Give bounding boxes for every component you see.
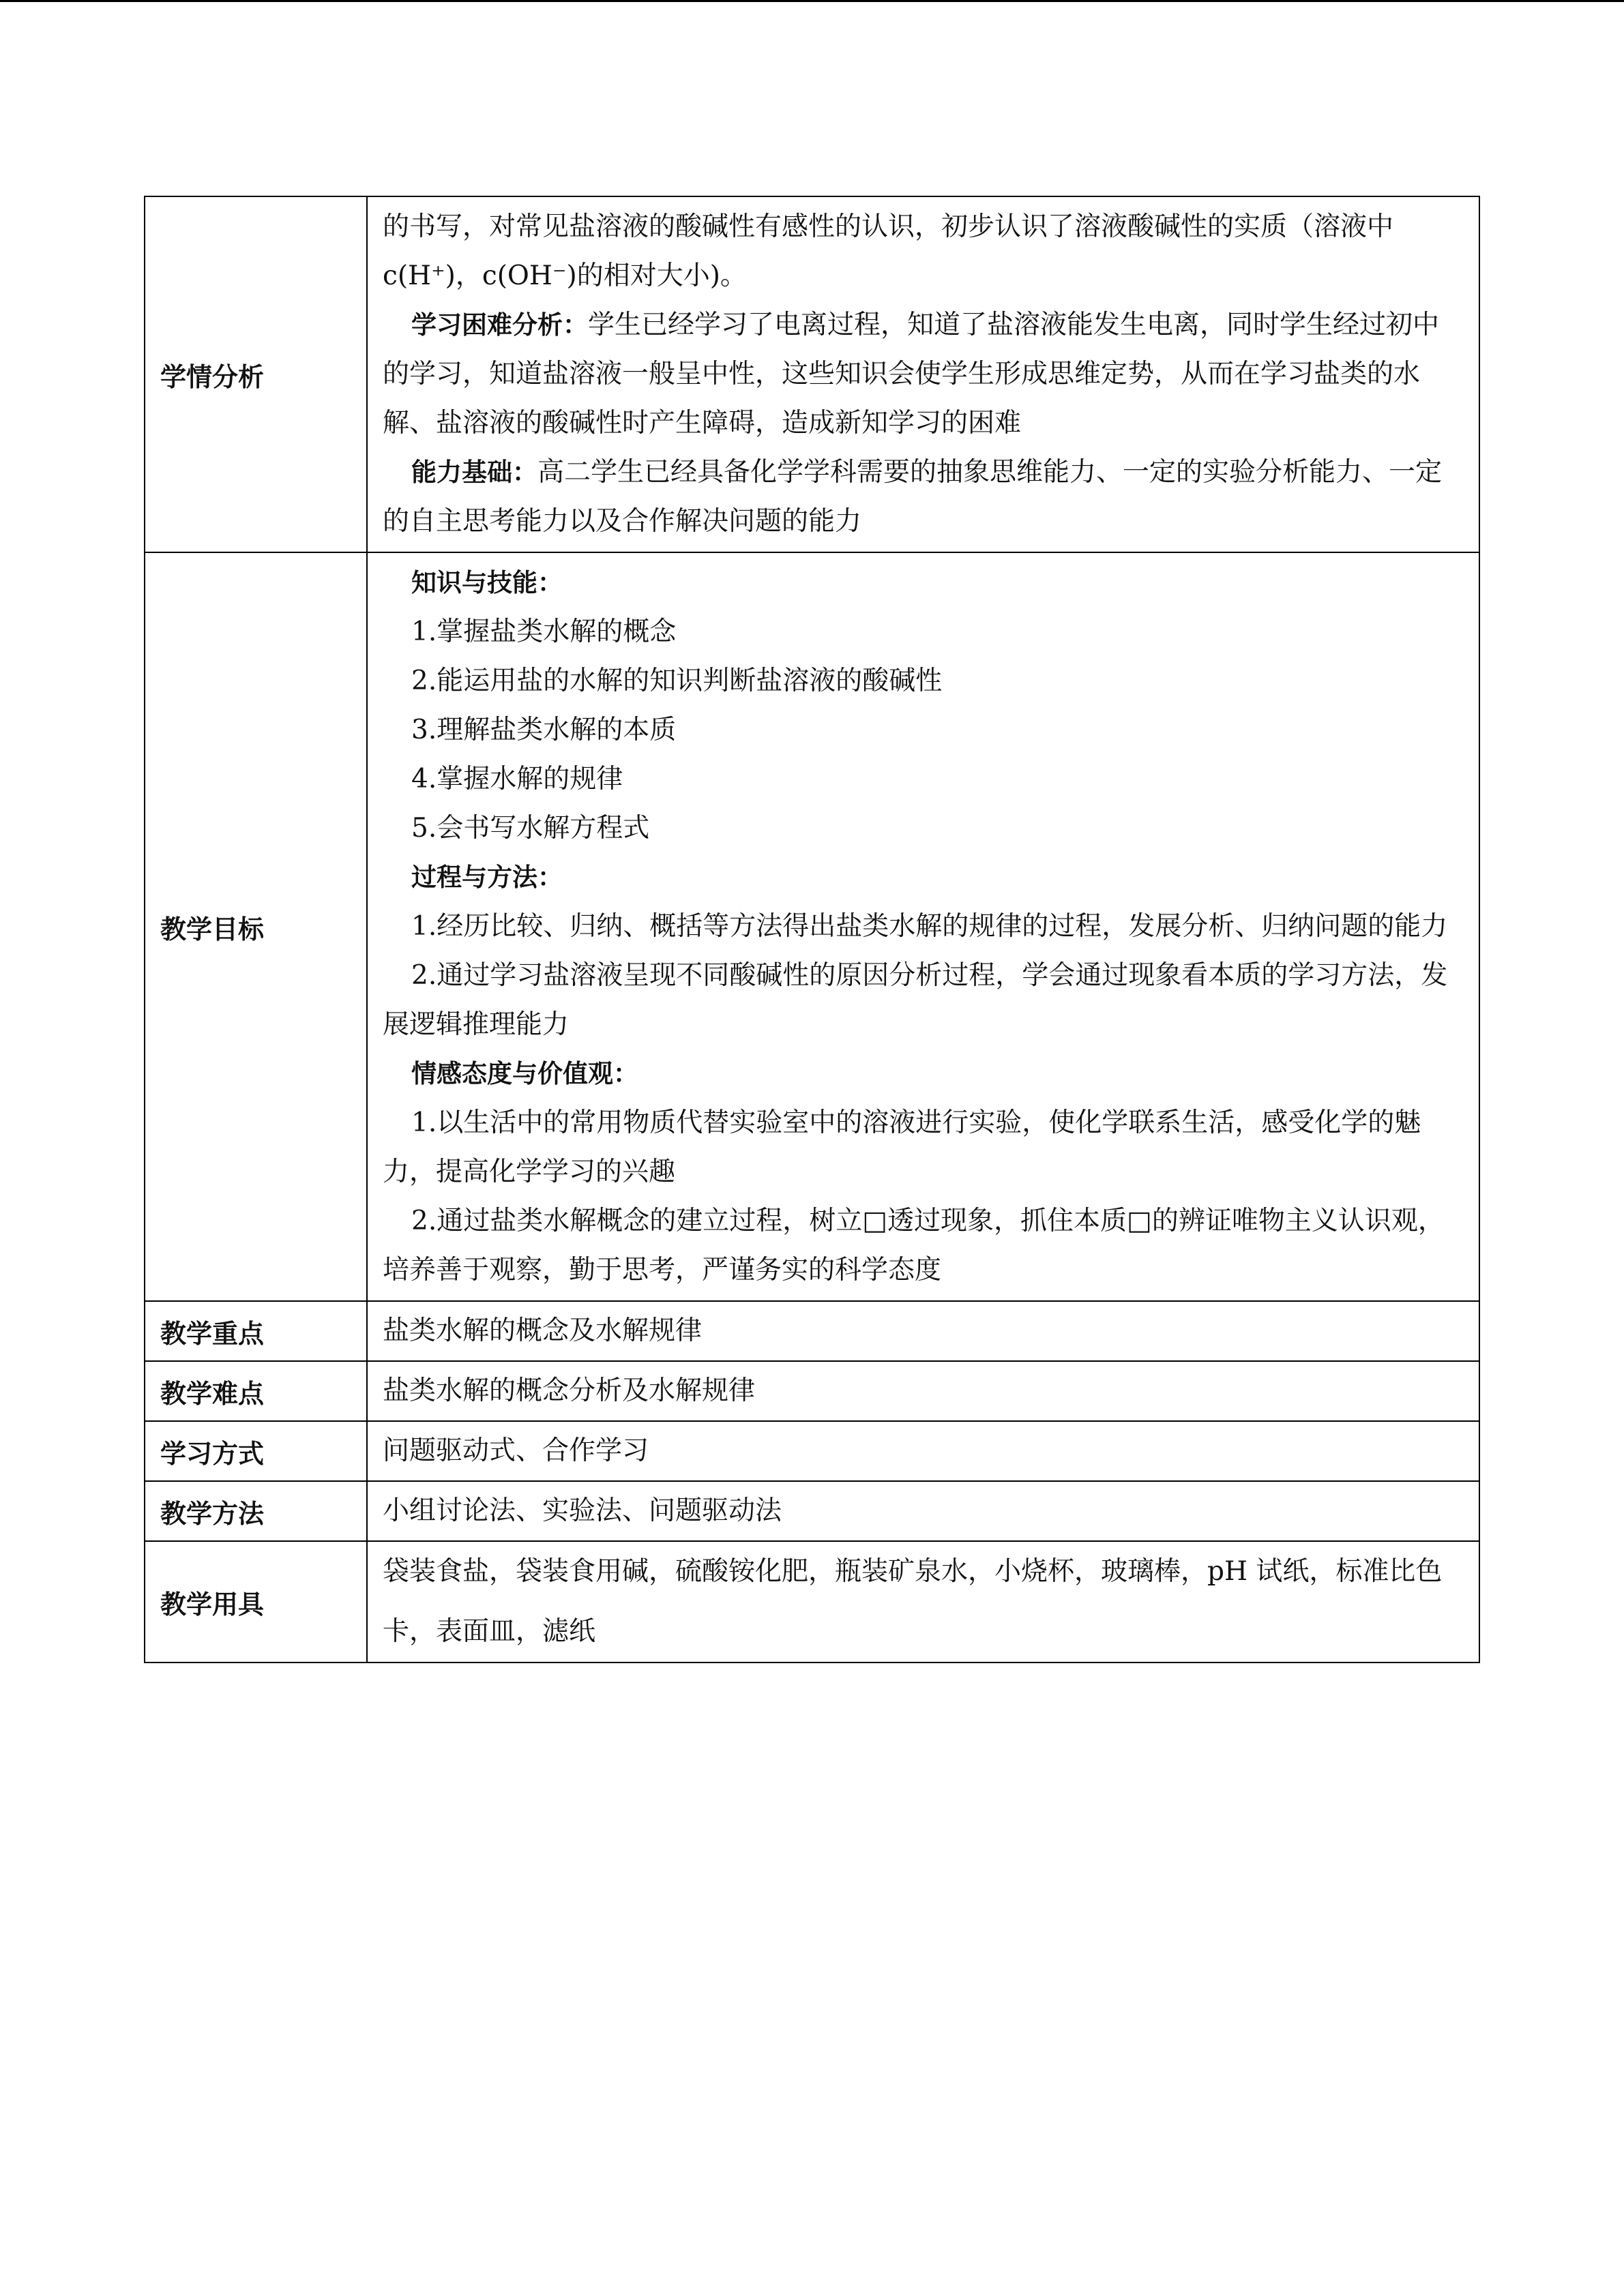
learning-mode-label: 学习方式 — [145, 1421, 367, 1481]
ability-title: 能力基础： — [411, 458, 537, 487]
tools-row — [145, 1541, 1479, 1663]
teaching-method-label: 教学方法 — [145, 1481, 367, 1541]
process-item: 2.通过学习盐溶液呈现不同酸碱性的原因分析过程，学会通过现象看本质的学习方法，发展逻辑推理能力 — [383, 960, 1448, 1040]
analysis-content — [367, 196, 1479, 552]
analysis-label: 学情分析 — [145, 196, 367, 552]
key-points-text: 盐类水解的概念及水解规律 — [367, 1301, 1479, 1361]
learning-mode-row — [145, 1421, 1479, 1481]
page-top-border — [0, 0, 1624, 2]
goals-content — [367, 552, 1479, 1301]
lesson-plan-table — [144, 196, 1480, 1663]
emotion-item: 1.以生活中的常用物质代替实验室中的溶液进行实验，使化学联系生活，感受化学的魅力，提高化学学习的兴趣 — [383, 1107, 1421, 1187]
analysis-intro-line2: c(H⁺)，c(OH⁻)的相对大小)。 — [383, 260, 747, 291]
difficulty-text: 学生已经学习了电离过程，知道了盐溶液能发生电离，同时学生经过初中的学习，知道盐溶液一般呈中性，这些知识会使学生形成思维定势，从而在学习盐类的水解、盐溶液的酸碱性时产生障碍，造成新知学习的困难 — [383, 310, 1440, 438]
knowledge-item: 1.掌握盐类水解的概念 — [411, 616, 677, 647]
tools-label: 教学用具 — [145, 1541, 367, 1663]
difficulty-title: 学习困难分析： — [411, 310, 588, 340]
process-item: 1.经历比较、归纳、概括等方法得出盐类水解的规律的过程，发展分析、归纳问题的能力 — [411, 911, 1448, 942]
emotion-title: 情感态度与价值观： — [411, 1059, 638, 1088]
ability-paragraph — [383, 448, 1453, 546]
teaching-method-text: 小组讨论法、实验法、问题驱动法 — [367, 1481, 1479, 1541]
knowledge-title: 知识与技能： — [411, 568, 563, 597]
knowledge-item: 4.掌握水解的规律 — [411, 764, 623, 794]
key-points-row — [145, 1301, 1479, 1361]
knowledge-item: 3.理解盐类水解的本质 — [411, 715, 677, 745]
process-title: 过程与方法： — [411, 863, 563, 892]
analysis-row — [145, 196, 1479, 552]
teaching-method-row — [145, 1481, 1479, 1541]
ability-text: 高二学生已经具备化学学科需要的抽象思维能力、一定的实验分析能力、一定的自主思考能力以及合作解决问题的能力 — [383, 457, 1443, 537]
goals-label: 教学目标 — [145, 552, 367, 1301]
difficulties-label: 教学难点 — [145, 1361, 367, 1421]
difficulties-row — [145, 1361, 1479, 1421]
difficulty-paragraph — [383, 301, 1453, 448]
analysis-intro-line1: 的书写，对常见盐溶液的酸碱性有感性的认识，初步认识了溶液酸碱性的实质（溶液中 — [383, 211, 1394, 242]
knowledge-item: 2.能运用盐的水解的知识判断盐溶液的酸碱性 — [411, 666, 943, 696]
learning-mode-text: 问题驱动式、合作学习 — [367, 1421, 1479, 1481]
goals-row — [145, 552, 1479, 1301]
knowledge-item: 5.会书写水解方程式 — [411, 813, 650, 844]
key-points-label: 教学重点 — [145, 1301, 367, 1361]
tools-text: 袋装食盐，袋装食用碱，硫酸铵化肥，瓶装矿泉水，小烧杯，玻璃棒，pH 试纸，标准比色卡，表面皿，滤纸 — [367, 1541, 1479, 1663]
emotion-item: 2.通过盐类水解概念的建立过程，树立□透过现象，抓住本质□的辨证唯物主义认识观，培养善于观察，勤于思考，严谨务实的科学态度 — [383, 1206, 1445, 1285]
difficulties-text: 盐类水解的概念分析及水解规律 — [367, 1361, 1479, 1421]
